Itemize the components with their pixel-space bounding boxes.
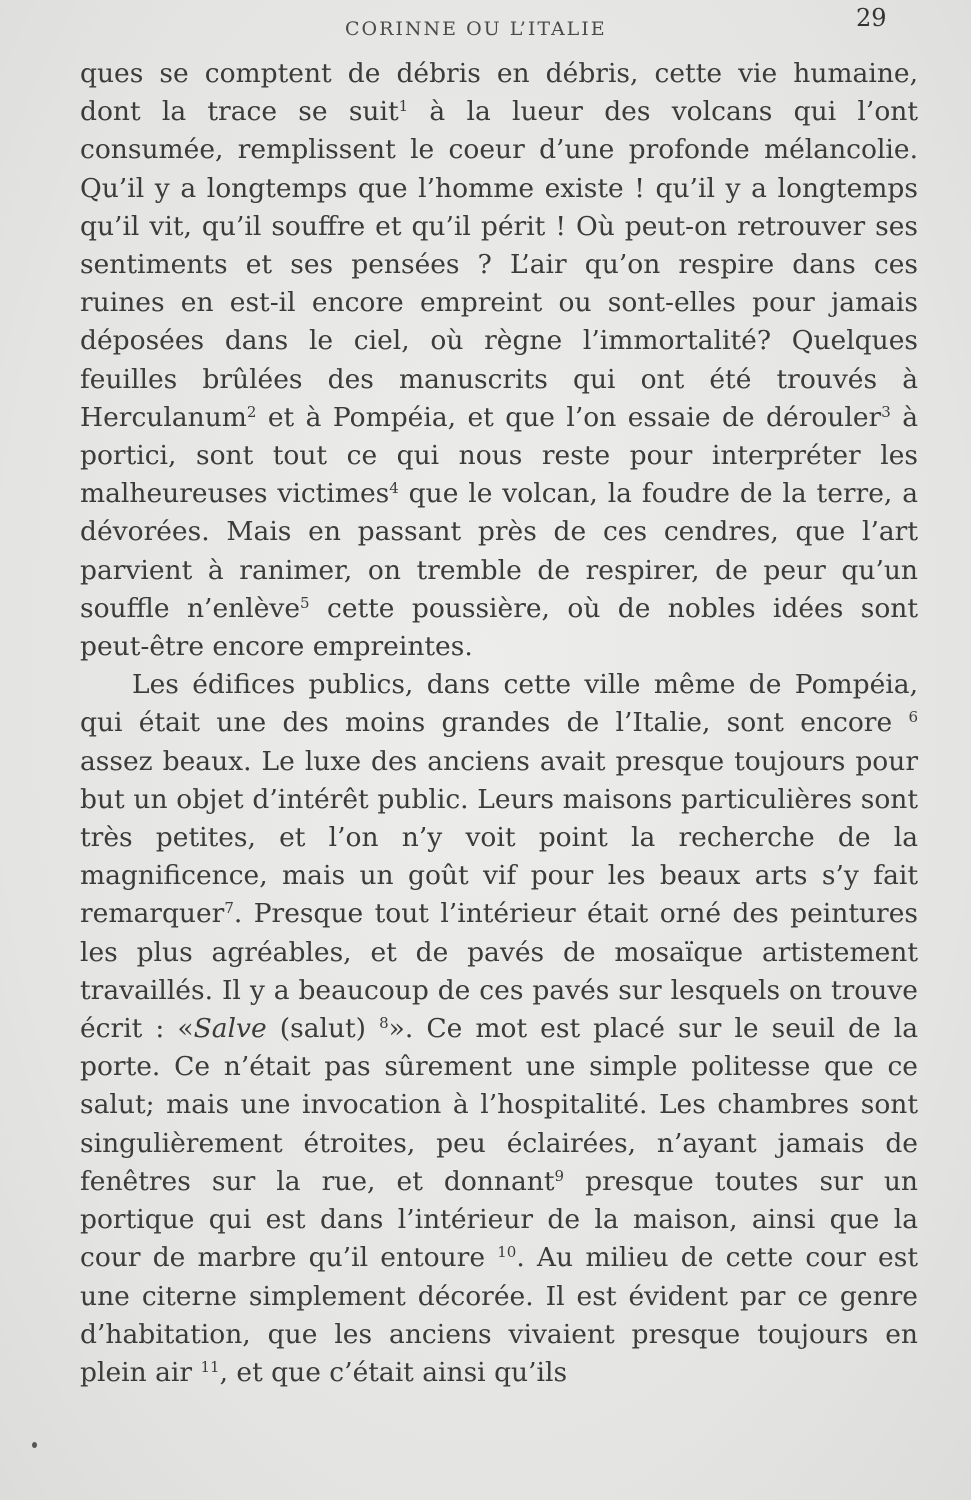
- footnote-ref-1: 1: [398, 97, 409, 116]
- text-span: Les édifices publics, dans cette ville même de Pompéia, qui était une des moins grandes de l’Italie, sont encore: [80, 669, 918, 739]
- text-span: ques se comptent de débris en débris, cette vie humaine, dont la trace se suit: [80, 58, 918, 128]
- text-span: et à Pompéia, et que l’on essaie de dérouler: [256, 401, 882, 433]
- footnote-ref-2: 2: [246, 402, 257, 421]
- footnote-ref-4: 4: [389, 479, 399, 498]
- text-span: cette poussière, où de nobles idées sont peut-être encore empreintes.: [80, 592, 918, 663]
- text-span: presque toutes sur un portique qui est dans l’intérieur de la maison, ainsi que la cour de marbre qu’il entoure: [80, 1165, 918, 1274]
- text-span: assez beaux. Le luxe des anciens avait presque toujours pour but un objet d’intérêt public. Leurs maisons particulières sont très petites, et l’on n’y voit point la recherche de la magnificence, mais un goût vif pour les beaux arts s’y fait remarquer: [80, 745, 918, 930]
- footnote-ref-9: 9: [554, 1166, 565, 1185]
- ink-speck: [32, 1442, 37, 1448]
- italic-word-salve: Salve: [193, 1013, 267, 1045]
- page-number: 29: [856, 4, 887, 32]
- footnote-ref-8: 8: [379, 1014, 389, 1033]
- footnote-ref-10: 10: [497, 1243, 517, 1262]
- text-span: , et que c’était ainsi qu’ils: [219, 1356, 568, 1388]
- text-span: à la lueur des volcans qui l’ont consumée, remplissent le coeur d’une profonde mélancolie. Qu’il y a longtemps que l’homme existe ! qu’il y a longtemps qu’il vit, qu’il souffre et qu’il périt ! Où peut-on retrouver ses sentiments et ses pensées ? L’air qu’on respire dans ces ruines en est-il encore empreint ou sont-elles pour jamais déposées dans le ciel, où règne l’immortalité? Quelques feuilles brûlées des manuscrits qui ont été trouvés à Herculanum: [80, 96, 918, 433]
- running-title: CORINNE OU L’ITALIE: [345, 18, 607, 40]
- paragraph-1: [80, 55, 918, 666]
- footnote-ref-7: 7: [224, 899, 234, 918]
- footnote-ref-6: 6: [908, 708, 918, 727]
- text-span: (salut): [266, 1013, 367, 1045]
- text-span: ». Ce mot est placé sur le seuil de la porte. Ce n’était pas sûrement une simple politesse que ce salut; mais une invocation à l’hospitalité. Les chambres sont singulièrement étroites, peu éclairées, n’ayant jamais de fenêtres sur la rue, et donnant: [80, 1013, 918, 1197]
- footnote-ref-3: 3: [881, 402, 891, 421]
- text-span: . Presque tout l’intérieur était orné des peintures les plus agréables, et de pavés de mosaïque artistement travaillés. Il y a beaucoup de ces pavés sur lesquels on trouve écrit : «: [80, 898, 918, 1045]
- text-span: . Au milieu de cette cour est une citerne simplement décorée. Il est évident par ce genre d’habitation, que les anciens vivaient presque toujours en plein air: [80, 1242, 918, 1388]
- paragraph-2: [80, 666, 918, 1392]
- footnote-ref-5: 5: [300, 593, 310, 612]
- footnote-ref-11: 11: [200, 1357, 220, 1376]
- text-span: à portici, sont tout ce qui nous reste pour interpréter les malheureuses victimes: [80, 401, 918, 510]
- body-text: [80, 55, 918, 1392]
- text-span: que le volcan, la foudre de la terre, a dévorées. Mais en passant près de ces cendres, que l’art parvient à ranimer, on tremble de respirer, de peur qu’un souffle n’enlève: [80, 478, 919, 624]
